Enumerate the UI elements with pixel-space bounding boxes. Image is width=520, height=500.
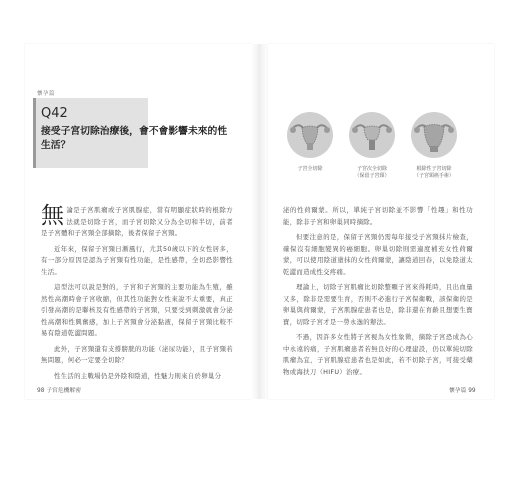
question-box-rule [33,98,36,168]
diagram-caption: 根除性子宮切除 （子宮頸癌手術） [413,166,454,179]
uterus-subtotal-hysterectomy-diagram [349,112,395,158]
diagram-caption: 子宮全切除 [297,166,323,172]
diagram-caption: 子宮次全切除 （保留子宮頸） [354,166,390,179]
uterus-radical-hysterectomy-diagram [411,112,457,158]
paragraph: 泌的性荷爾蒙。所以，單純子宮切除並不影響「性趣」和性功能，除非子宮和卵巢同時摘除。 [283,206,473,226]
paragraph: 理論上，切除子宮肌瘤比切除整顆子宮來得耗時，且出血量又多，除非是需要生育，否則不必進行子宮保衛戰，該保衛的是卵巢與荷爾蒙，子宮肌腺症患者也是，除非還在育齡且想要生寶寶，切除子宮才是一勞永逸的辦法。 [283,283,473,326]
uterus-total-hysterectomy-diagram [287,112,333,158]
page-folio-right: 懷孕篇 99 [449,388,476,394]
paragraph: 不過，因許多女性將子宮視為女性象徵，摘除子宮恐成為心中永遠的痛，子宮肌瘤患者若無良好的心理建設，仍以單純切除肌瘤為宜，子宮肌腺症患者也是如此，若不切除子宮，可接受藥物或海扶刀（HIFU）治療。 [283,333,473,376]
section-label: 懷孕篇 [37,91,56,97]
paragraph: 近年來，保留子宮頸日漸風行，尤其50歲以下的女性居多，有一部分原因是認為子宮頸有性功能，是性感帶，全切恐影響性生活。 [41,244,233,276]
drop-cap: 無 [41,203,65,229]
book-gutter [251,44,268,399]
paragraph [41,205,233,240]
paragraph: 此外，子宮頸還有支撐膀胱的功能（泌尿功能），且子宮頸若無問題，何必一定要全切除？ [41,344,233,364]
paragraph-text: 論是子宮肌瘤或子宮肌腺症，當有明顯症狀時的根除方法就是切除子宮，而子宮切除又分為全切和半切，前者是子宮體和子宮頸全部摘除，後者保留子宮頸。 [41,206,233,237]
question-title: 接受子宮切除治療後，會不會影響未來的性生活？ [41,126,228,151]
left-body [41,205,233,386]
question-number: Q42 [41,106,68,121]
page-folio-left: 98 子宮危機解密 [37,388,82,394]
right-body [283,205,473,382]
paragraph: 性生活的主戰場仍是外陰和陰道，性魅力則來自於卵巢分 [54,371,222,380]
paragraph: 但要注意的是，保留子宮頸仍需每年接受子宮頸抹片檢查，確保沒有細胞變異的癌細胞。卵巢切除則需適度補充女性荷爾蒙，可以使用陰道塗抹的女性荷爾蒙，讓陰道回春，以免陰道太乾澀而造成性交疼痛。 [283,233,473,276]
paragraph: 這型法可以說是對的，子宮和子宮頸的主要功能為生殖，雖然性高潮時會子宮收縮，但其性功能對女性來說不太重要，真正引發高潮的是聯核及有性感帶的子宮頸，只要受到刺激就會分泌性高潮和性興奮感，加上子宮頸會分泌黏液，保留子宮頸比較不易有陰道乾澀問題。 [41,283,233,337]
